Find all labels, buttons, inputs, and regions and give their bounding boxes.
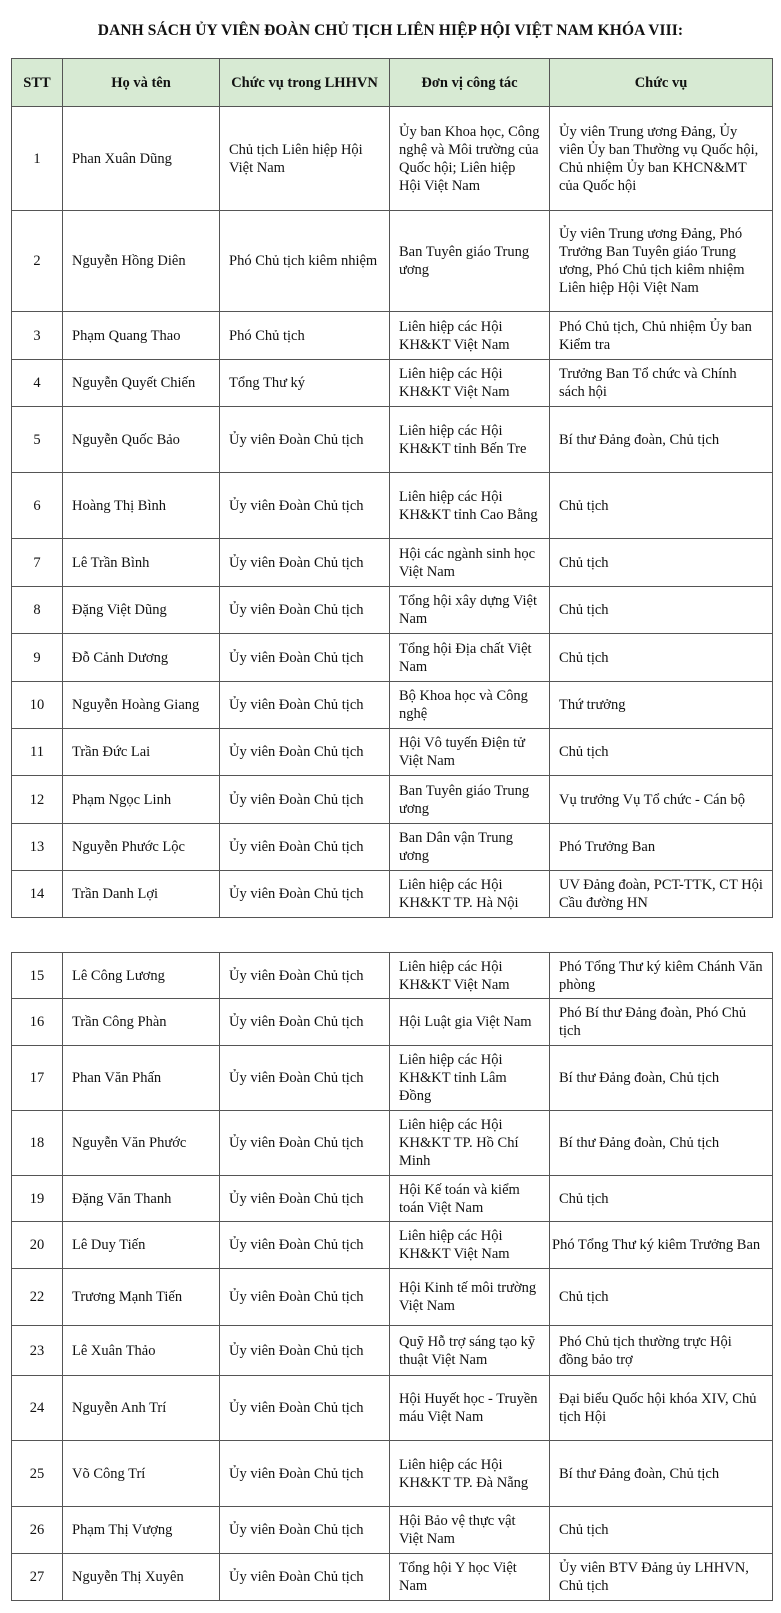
header-stt: STT: [12, 59, 63, 107]
cell-unit: Hội Bảo vệ thực vật Việt Nam: [390, 1507, 550, 1554]
cell-name: Phan Xuân Dũng: [63, 107, 220, 211]
cell-position: Tổng Thư ký: [220, 360, 390, 407]
cell-title: Phó Chủ tịch thường trực Hội đồng bảo trợ: [550, 1326, 773, 1376]
table-row: [12, 871, 773, 918]
members-table-continued: [11, 952, 773, 1601]
cell-stt: 25: [12, 1441, 63, 1507]
cell-position: Ủy viên Đoàn Chủ tịch: [220, 1554, 390, 1601]
header-title: Chức vụ: [550, 59, 773, 107]
cell-position: Ủy viên Đoàn Chủ tịch: [220, 1111, 390, 1176]
cell-unit: Quỹ Hỗ trợ sáng tạo kỹ thuật Việt Nam: [390, 1326, 550, 1376]
cell-stt: 9: [12, 634, 63, 682]
table-row: [12, 682, 773, 729]
cell-stt: 23: [12, 1326, 63, 1376]
cell-stt: 26: [12, 1507, 63, 1554]
table-row: [12, 360, 773, 407]
cell-name: Trương Mạnh Tiến: [63, 1269, 220, 1326]
cell-stt: 13: [12, 824, 63, 871]
cell-title: Trưởng Ban Tổ chức và Chính sách hội: [550, 360, 773, 407]
table-row: [12, 1176, 773, 1222]
cell-position: Ủy viên Đoàn Chủ tịch: [220, 1046, 390, 1111]
cell-position: Ủy viên Đoàn Chủ tịch: [220, 824, 390, 871]
cell-unit: Liên hiệp các Hội KH&KT TP. Hà Nội: [390, 871, 550, 918]
cell-name: Nguyễn Quốc Bảo: [63, 407, 220, 473]
cell-stt: 27: [12, 1554, 63, 1601]
cell-name: Phạm Ngọc Linh: [63, 776, 220, 824]
cell-unit: Tổng hội Y học Việt Nam: [390, 1554, 550, 1601]
cell-title: Chủ tịch: [550, 587, 773, 634]
cell-unit: Ban Tuyên giáo Trung ương: [390, 776, 550, 824]
table-row: [12, 634, 773, 682]
table-row: [12, 824, 773, 871]
cell-title: Ủy viên BTV Đảng ủy LHHVN, Chủ tịch: [550, 1554, 773, 1601]
cell-name: Trần Công Phàn: [63, 999, 220, 1046]
cell-title: Chủ tịch: [550, 1176, 773, 1222]
cell-title: Chủ tịch: [550, 729, 773, 776]
cell-stt: 19: [12, 1176, 63, 1222]
table-row: [12, 999, 773, 1046]
table-row: [12, 107, 773, 211]
cell-name: Đặng Việt Dũng: [63, 587, 220, 634]
cell-name: Nguyễn Anh Trí: [63, 1376, 220, 1441]
table-row: [12, 587, 773, 634]
cell-title: UV Đảng đoàn, PCT-TTK, CT Hội Cầu đường HN: [550, 871, 773, 918]
cell-stt: 3: [12, 312, 63, 360]
cell-unit: Liên hiệp các Hội KH&KT tỉnh Cao Bằng: [390, 473, 550, 539]
table-row: [12, 1554, 773, 1601]
cell-position: Ủy viên Đoàn Chủ tịch: [220, 1441, 390, 1507]
table-row: [12, 729, 773, 776]
cell-unit: Ban Dân vận Trung ương: [390, 824, 550, 871]
cell-stt: 14: [12, 871, 63, 918]
cell-unit: Hội Kinh tế môi trường Việt Nam: [390, 1269, 550, 1326]
cell-title: Chủ tịch: [550, 473, 773, 539]
cell-position: Phó Chủ tịch kiêm nhiệm: [220, 211, 390, 312]
cell-stt: 20: [12, 1222, 63, 1269]
cell-unit: Bộ Khoa học và Công nghệ: [390, 682, 550, 729]
cell-unit: Liên hiệp các Hội KH&KT Việt Nam: [390, 360, 550, 407]
cell-name: Lê Duy Tiến: [63, 1222, 220, 1269]
header-position: Chức vụ trong LHHVN: [220, 59, 390, 107]
cell-unit: Ban Tuyên giáo Trung ương: [390, 211, 550, 312]
cell-stt: 7: [12, 539, 63, 587]
table-row: [12, 1441, 773, 1507]
cell-stt: 17: [12, 1046, 63, 1111]
cell-position: Ủy viên Đoàn Chủ tịch: [220, 953, 390, 999]
cell-name: Nguyễn Quyết Chiến: [63, 360, 220, 407]
cell-name: Nguyễn Phước Lộc: [63, 824, 220, 871]
cell-title: Bí thư Đảng đoàn, Chủ tịch: [550, 1111, 773, 1176]
cell-name: Lê Trần Bình: [63, 539, 220, 587]
table-row: [12, 473, 773, 539]
cell-position: Ủy viên Đoàn Chủ tịch: [220, 682, 390, 729]
table-row: [12, 1222, 773, 1269]
cell-unit: Liên hiệp các Hội KH&KT tỉnh Bến Tre: [390, 407, 550, 473]
table-row: [12, 407, 773, 473]
cell-name: Phạm Thị Vượng: [63, 1507, 220, 1554]
cell-unit: Liên hiệp các Hội KH&KT TP. Hồ Chí Minh: [390, 1111, 550, 1176]
cell-position: Ủy viên Đoàn Chủ tịch: [220, 729, 390, 776]
cell-title: Ủy viên Trung ương Đảng, Phó Trưởng Ban Tuyên giáo Trung ương, Phó Chủ tịch kiêm nhiệm Liên hiệp Hội Việt Nam: [550, 211, 773, 312]
cell-title: Phó Tổng Thư ký kiêm Chánh Văn phòng: [550, 953, 773, 999]
table-row: [12, 776, 773, 824]
table-row: [12, 539, 773, 587]
cell-stt: 10: [12, 682, 63, 729]
cell-stt: 1: [12, 107, 63, 211]
cell-position: Ủy viên Đoàn Chủ tịch: [220, 1376, 390, 1441]
cell-position: Ủy viên Đoàn Chủ tịch: [220, 587, 390, 634]
cell-unit: Tổng hội xây dựng Việt Nam: [390, 587, 550, 634]
cell-title: Phó Chủ tịch, Chủ nhiệm Ủy ban Kiểm tra: [550, 312, 773, 360]
cell-name: Nguyễn Hoàng Giang: [63, 682, 220, 729]
cell-position: Ủy viên Đoàn Chủ tịch: [220, 999, 390, 1046]
cell-unit: Liên hiệp các Hội KH&KT Việt Nam: [390, 953, 550, 999]
cell-stt: 18: [12, 1111, 63, 1176]
cell-stt: 24: [12, 1376, 63, 1441]
table-row: [12, 1376, 773, 1441]
cell-unit: Hội các ngành sinh học Việt Nam: [390, 539, 550, 587]
cell-name: Hoàng Thị Bình: [63, 473, 220, 539]
cell-name: Phạm Quang Thao: [63, 312, 220, 360]
cell-name: Nguyễn Văn Phước: [63, 1111, 220, 1176]
cell-title: Chủ tịch: [550, 1507, 773, 1554]
cell-unit: Liên hiệp các Hội KH&KT TP. Đà Nẵng: [390, 1441, 550, 1507]
cell-stt: 2: [12, 211, 63, 312]
cell-unit: Liên hiệp các Hội KH&KT Việt Nam: [390, 312, 550, 360]
cell-position: Ủy viên Đoàn Chủ tịch: [220, 1507, 390, 1554]
table-row: [12, 1111, 773, 1176]
cell-position: Ủy viên Đoàn Chủ tịch: [220, 407, 390, 473]
header-name: Họ và tên: [63, 59, 220, 107]
cell-name: Đặng Văn Thanh: [63, 1176, 220, 1222]
cell-stt: 4: [12, 360, 63, 407]
cell-stt: 16: [12, 999, 63, 1046]
table-row: [12, 1046, 773, 1111]
table-row: [12, 1326, 773, 1376]
cell-unit: Tổng hội Địa chất Việt Nam: [390, 634, 550, 682]
table-row: [12, 953, 773, 999]
cell-stt: 8: [12, 587, 63, 634]
cell-name: Đỗ Cảnh Dương: [63, 634, 220, 682]
cell-title: Chủ tịch: [550, 539, 773, 587]
cell-stt: 22: [12, 1269, 63, 1326]
cell-title: Phó Trưởng Ban: [550, 824, 773, 871]
cell-position: Chủ tịch Liên hiệp Hội Việt Nam: [220, 107, 390, 211]
cell-unit: Liên hiệp các Hội KH&KT tỉnh Lâm Đồng: [390, 1046, 550, 1111]
cell-title: Bí thư Đảng đoàn, Chủ tịch: [550, 1046, 773, 1111]
cell-stt: 5: [12, 407, 63, 473]
cell-name: Trần Đức Lai: [63, 729, 220, 776]
cell-title: Thứ trưởng: [550, 682, 773, 729]
header-unit: Đơn vị công tác: [390, 59, 550, 107]
cell-title: Vụ trưởng Vụ Tổ chức - Cán bộ: [550, 776, 773, 824]
cell-position: Phó Chủ tịch: [220, 312, 390, 360]
cell-position: Ủy viên Đoàn Chủ tịch: [220, 1326, 390, 1376]
cell-stt: 15: [12, 953, 63, 999]
cell-title: Phó Tổng Thư ký kiêm Trưởng Ban: [550, 1222, 773, 1269]
cell-title: Chủ tịch: [550, 634, 773, 682]
cell-unit: Hội Vô tuyến Điện tử Việt Nam: [390, 729, 550, 776]
cell-position: Ủy viên Đoàn Chủ tịch: [220, 473, 390, 539]
cell-name: Võ Công Trí: [63, 1441, 220, 1507]
cell-unit: Hội Kế toán và kiểm toán Việt Nam: [390, 1176, 550, 1222]
members-table: [11, 58, 773, 918]
table-row: [12, 1507, 773, 1554]
cell-position: Ủy viên Đoàn Chủ tịch: [220, 871, 390, 918]
table-row: [12, 312, 773, 360]
page-title: DANH SÁCH ỦY VIÊN ĐOÀN CHỦ TỊCH LIÊN HIỆP HỘI VIỆT NAM KHÓA VIII:: [97, 22, 684, 39]
cell-stt: 12: [12, 776, 63, 824]
cell-unit: Ủy ban Khoa học, Công nghệ và Môi trường của Quốc hội; Liên hiệp Hội Việt Nam: [390, 107, 550, 211]
cell-title: Bí thư Đảng đoàn, Chủ tịch: [550, 1441, 773, 1507]
cell-title: Bí thư Đảng đoàn, Chủ tịch: [550, 407, 773, 473]
cell-name: Lê Xuân Thảo: [63, 1326, 220, 1376]
cell-name: Lê Công Lương: [63, 953, 220, 999]
cell-position: Ủy viên Đoàn Chủ tịch: [220, 776, 390, 824]
cell-position: Ủy viên Đoàn Chủ tịch: [220, 634, 390, 682]
header-row: [12, 59, 773, 107]
cell-name: Trần Danh Lợi: [63, 871, 220, 918]
cell-unit: Hội Huyết học - Truyền máu Việt Nam: [390, 1376, 550, 1441]
cell-position: Ủy viên Đoàn Chủ tịch: [220, 1269, 390, 1326]
cell-title: Đại biểu Quốc hội khóa XIV, Chủ tịch Hội: [550, 1376, 773, 1441]
table-row: [12, 1269, 773, 1326]
cell-title: Phó Bí thư Đảng đoàn, Phó Chủ tịch: [550, 999, 773, 1046]
cell-unit: Hội Luật gia Việt Nam: [390, 999, 550, 1046]
cell-position: Ủy viên Đoàn Chủ tịch: [220, 1222, 390, 1269]
cell-name: Nguyễn Thị Xuyên: [63, 1554, 220, 1601]
cell-position: Ủy viên Đoàn Chủ tịch: [220, 539, 390, 587]
table-row: [12, 211, 773, 312]
cell-unit: Liên hiệp các Hội KH&KT Việt Nam: [390, 1222, 550, 1269]
cell-position: Ủy viên Đoàn Chủ tịch: [220, 1176, 390, 1222]
cell-name: Nguyễn Hồng Diên: [63, 211, 220, 312]
cell-title: Chủ tịch: [550, 1269, 773, 1326]
cell-title: Ủy viên Trung ương Đảng, Ủy viên Ủy ban Thường vụ Quốc hội, Chủ nhiệm Ủy ban KHCN&MT của Quốc hội: [550, 107, 773, 211]
cell-name: Phan Văn Phấn: [63, 1046, 220, 1111]
cell-stt: 11: [12, 729, 63, 776]
cell-stt: 6: [12, 473, 63, 539]
